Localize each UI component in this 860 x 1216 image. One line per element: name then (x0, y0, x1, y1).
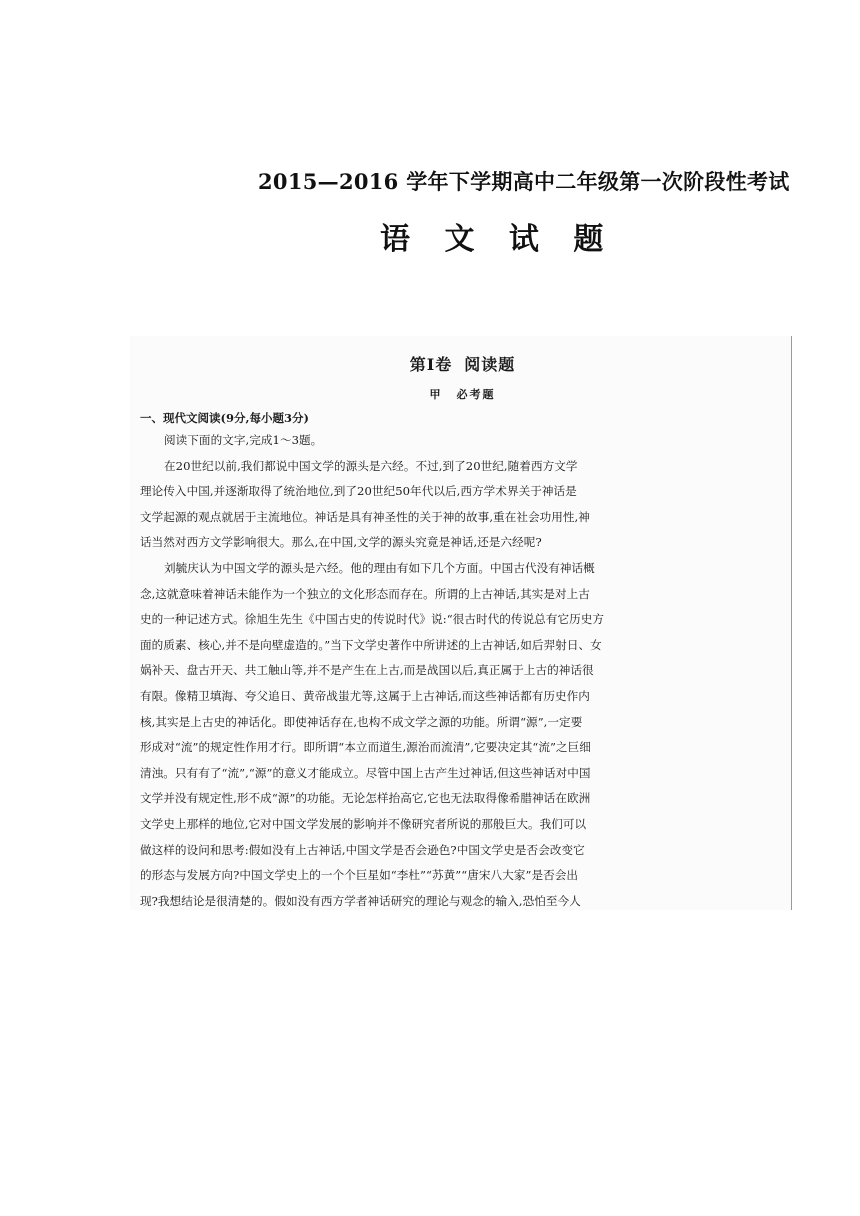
text-line: 理论传入中国,并逐渐取得了统治地位,到了20世纪50年代以后,西方学术界关于神话是 (140, 484, 577, 499)
text-line: 念,这就意味着神话未能作为一个独立的文化形态而存在。所谓的上古神话,其实是对上古 (140, 586, 590, 601)
part-title-number: 第Ⅰ卷 (409, 355, 453, 374)
page-header (0, 0, 860, 300)
subject-title: 语 文 试 题 (380, 222, 616, 257)
text-line: 有限。像精卫填海、夸父追日、黄帝战蚩尤等,这属于上古神话,而这些神话都有历史作内 (140, 688, 590, 703)
text-line: 的形态与发展方向?中国文学史上的一个个巨星如“李杜”“苏黄”“唐宋八大家”是否会出 (140, 868, 579, 883)
text-line: 文学并没有规定性,形不成“源”的功能。无论怎样抬高它,它也无法取得像希腊神话在欧洲 (140, 791, 591, 806)
text-line: 面的质素、核心,并不是向壁虚造的。”当下文学史著作中所讲述的上古神话,如后羿射日、女 (140, 637, 602, 652)
text-line: 形成对“流”的规定性作用才行。即所谓“本立而道生,源治而流清”,它要决定其“流”之巨细 (140, 740, 591, 755)
section-heading: 一、现代文阅读(9分,每小题3分) (140, 411, 309, 425)
text-line: 娲补天、盘古开天、共工触山等,并不是产生在上古,而是战国以后,真正属于上古的神话很 (140, 663, 594, 678)
text-line: 做这样的设问和思考:假如没有上古神话,中国文学是否会逊色?中国文学史是否会改变它 (140, 842, 585, 857)
part-subtitle (140, 386, 785, 404)
exam-title: 2015—2016 学年下学期高中二年级第一次阶段性考试 (258, 169, 790, 194)
text-line: 现?我想结论是很清楚的。假如没有西方学者神话研究的理论与观念的输入,恐怕至今人 (140, 893, 581, 908)
part-subtitle-b: 必考题 (456, 388, 496, 401)
part-title (140, 352, 785, 376)
text-line: 在20世纪以前,我们都说中国文学的源头是六经。不过,到了20世纪,随着西方文学 (164, 458, 578, 473)
text-line: 清浊。只有有了“流”,“源”的意义才能成立。尽管中国上古产生过神话,但这些神话对中国 (140, 765, 591, 780)
text-line: 文学起源的观点就居于主流地位。神话是具有神圣性的关于神的故事,重在社会功用性,神 (140, 509, 590, 524)
part-subtitle-a: 甲 (429, 388, 443, 401)
text-line: 核,其实是上古史的神话化。即使神话存在,也构不成文学之源的功能。所谓“源”,一定要 (140, 714, 583, 729)
part-title-label: 阅读题 (464, 355, 516, 374)
text-line: 文学史上那样的地位,它对中国文学发展的影响并不像研究者所说的那般巨大。我们可以 (140, 816, 587, 831)
text-line: 话当然对西方文学影响很大。那么,在中国,文学的源头究竟是神话,还是六经呢? (140, 535, 542, 550)
scanned-page (130, 336, 792, 910)
text-line: 阅读下面的文字,完成1～3题。 (164, 433, 323, 447)
text-line: 史的一种记述方式。徐旭生先生《中国古史的传说时代》说:“很古时代的传说总有它历史方 (140, 612, 605, 627)
text-line: 刘毓庆认为中国文学的源头是六经。他的理由有如下几个方面。中国古代没有神话概 (164, 560, 595, 575)
